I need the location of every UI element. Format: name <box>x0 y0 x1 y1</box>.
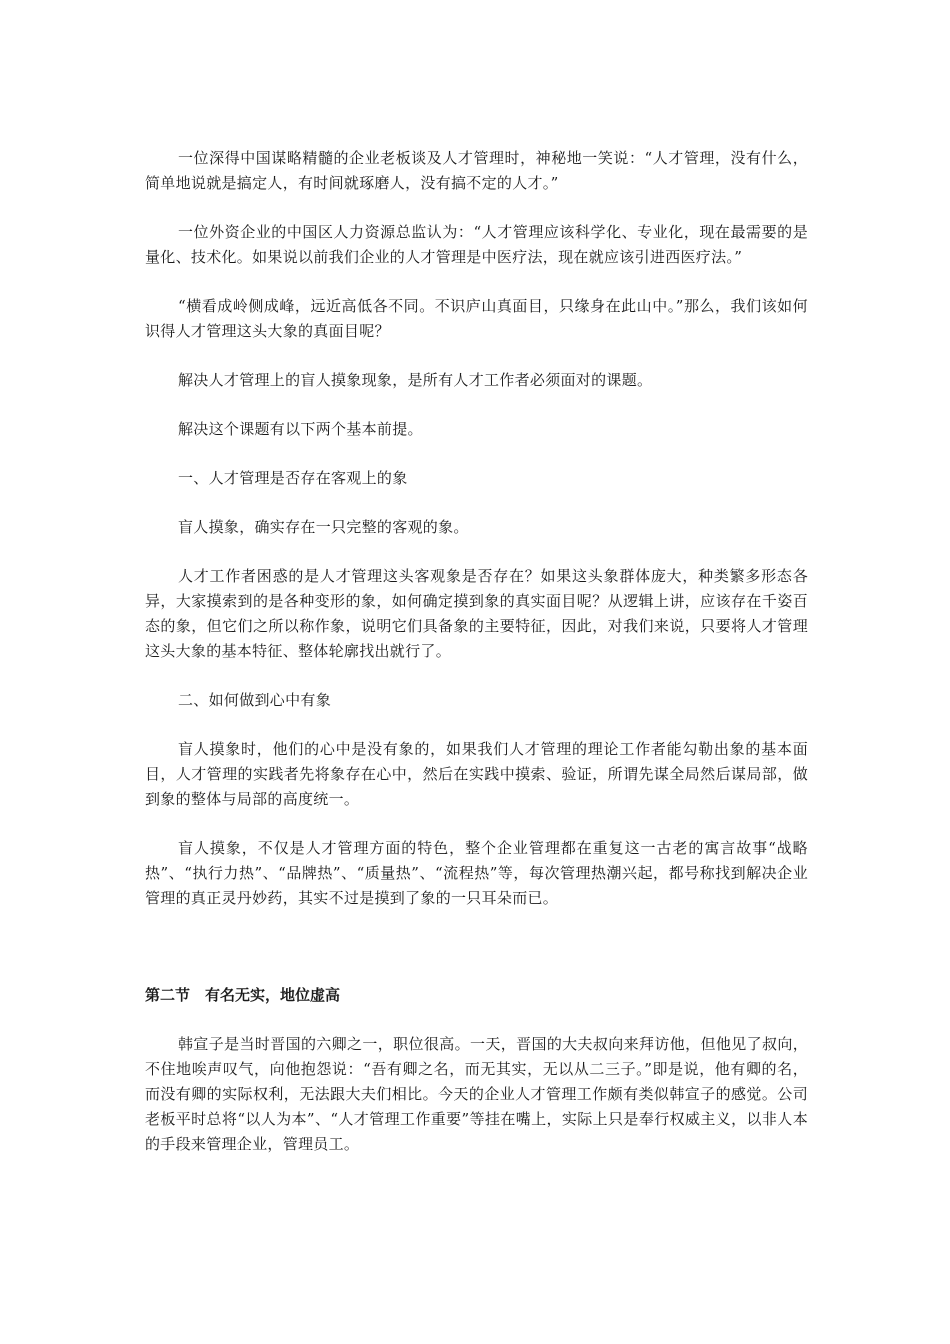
paragraph: 盲人摸象，确实存在一只完整的客观的象。 <box>178 518 469 536</box>
paragraph: 一位外资企业的中国区人力资源总监认为：“人才管理应该科学化、专业化，现在最需要的是量化、技术化。如果说以前我们企业的人才管理是中医疗法，现在就应该引进西医疗法。” <box>145 223 808 266</box>
section-heading: 第二节 有名无实，地位虚高 <box>145 986 341 1004</box>
subheading-paragraph: 二、如何做到心中有象 <box>178 691 332 709</box>
document-page <box>145 146 808 1157</box>
paragraph: 韩宣子是当时晋国的六卿之一，职位很高。一天，晋国的大夫叔向来拜访他，但他见了叔向，不住地唉声叹气，向他抱怨说：“吾有卿之名，而无其实，无以从二三子。”即是说，他有卿的名，而没有卿的实际权利，无法跟大夫们相比。今天的企业人才管理工作颇有类似韩宣子的感觉。公司老板平时总将“以人为本”、“人才管理工作重要”等挂在嘴上，实际上只是奉行权威主义，以非人本的手段来管理企业，管理员工。 <box>145 1035 808 1153</box>
paragraph: 一位深得中国谋略精髓的企业老板谈及人才管理时，神秘地一笑说：“人才管理，没有什么，简单地说就是搞定人，有时间就琢磨人，没有搞不定的人才。” <box>145 149 808 192</box>
subheading-paragraph: 一、人才管理是否存在客观上的象 <box>178 469 408 487</box>
paragraph: 盲人摸象，不仅是人才管理方面的特色，整个企业管理都在重复这一古老的寓言故事“战略热”、“执行力热”、“品牌热”、“质量热”、“流程热”等，每次管理热潮兴起，都号称找到解决企业管理的真正灵丹妙药，其实不过是摸到了象的一只耳朵而已。 <box>145 839 808 907</box>
paragraph: 解决人才管理上的盲人摸象现象，是所有人才工作者必须面对的课题。 <box>178 371 653 389</box>
paragraph: “横看成岭侧成峰，远近高低各不同。不识庐山真面目，只缘身在此山中。”那么，我们该如何识得人才管理这头大象的真面目呢？ <box>145 297 808 340</box>
paragraph: 盲人摸象时，他们的心中是没有象的，如果我们人才管理的理论工作者能勾勒出象的基本面目，人才管理的实践者先将象存在心中，然后在实践中摸索、验证，所谓先谋全局然后谋局部，做到象的整体与局部的高度统一。 <box>145 740 808 808</box>
paragraph: 解决这个课题有以下两个基本前提。 <box>178 420 423 438</box>
paragraph: 人才工作者困惑的是人才管理这头客观象是否存在？如果这头象群体庞大，种类繁多形态各异，大家摸索到的是各种变形的象，如何确定摸到象的真实面目呢？从逻辑上讲，应该存在千姿百态的象，但它们之所以称作象，说明它们具备象的主要特征，因此，对我们来说，只要将人才管理这头大象的基本特征、整体轮廓找出就行了。 <box>145 567 808 660</box>
